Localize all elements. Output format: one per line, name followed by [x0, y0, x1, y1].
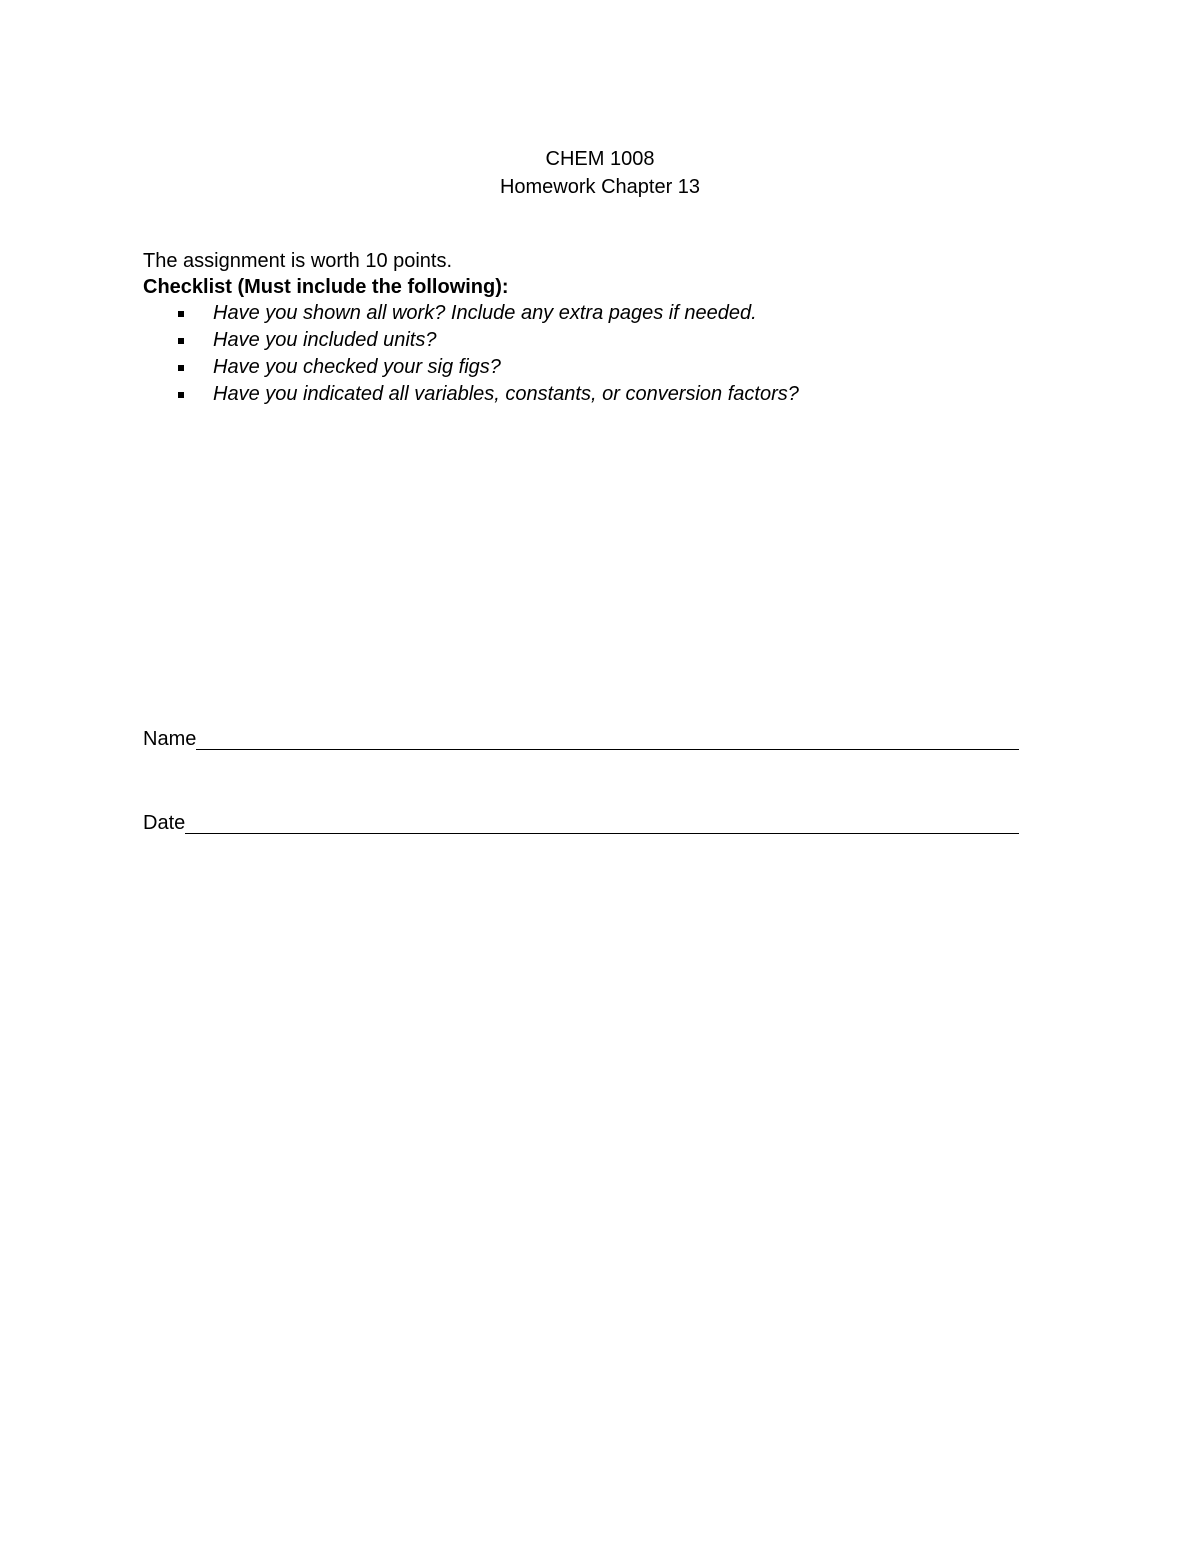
- date-label: Date: [143, 812, 186, 834]
- name-label: Name: [143, 728, 197, 750]
- course-code: CHEM 1008: [545, 148, 655, 170]
- checklist-item: [143, 300, 1043, 327]
- checklist: [143, 300, 1043, 408]
- document-header: [0, 145, 1200, 201]
- date-underline[interactable]: [185, 811, 1019, 834]
- checklist-item: [143, 354, 1043, 381]
- points-statement: The assignment is worth 10 points.: [143, 250, 453, 272]
- date-field[interactable]: [143, 809, 1019, 837]
- name-underline[interactable]: [196, 727, 1019, 750]
- assignment-title: Homework Chapter 13: [499, 176, 701, 198]
- square-bullet-icon: [178, 365, 184, 371]
- square-bullet-icon: [178, 311, 184, 317]
- checklist-item-text: Have you checked your sig figs?: [213, 356, 501, 378]
- square-bullet-icon: [178, 338, 184, 344]
- checklist-item-text: Have you indicated all variables, constants, or conversion factors?: [213, 383, 799, 405]
- instructions: [143, 248, 1043, 408]
- checklist-item: [143, 327, 1043, 354]
- square-bullet-icon: [178, 392, 184, 398]
- checklist-item-text: Have you shown all work? Include any extra pages if needed.: [213, 302, 757, 324]
- checklist-item-text: Have you included units?: [213, 329, 437, 351]
- name-field[interactable]: [143, 725, 1019, 753]
- checklist-item: [143, 381, 1043, 408]
- checklist-heading: Checklist (Must include the following):: [143, 276, 509, 298]
